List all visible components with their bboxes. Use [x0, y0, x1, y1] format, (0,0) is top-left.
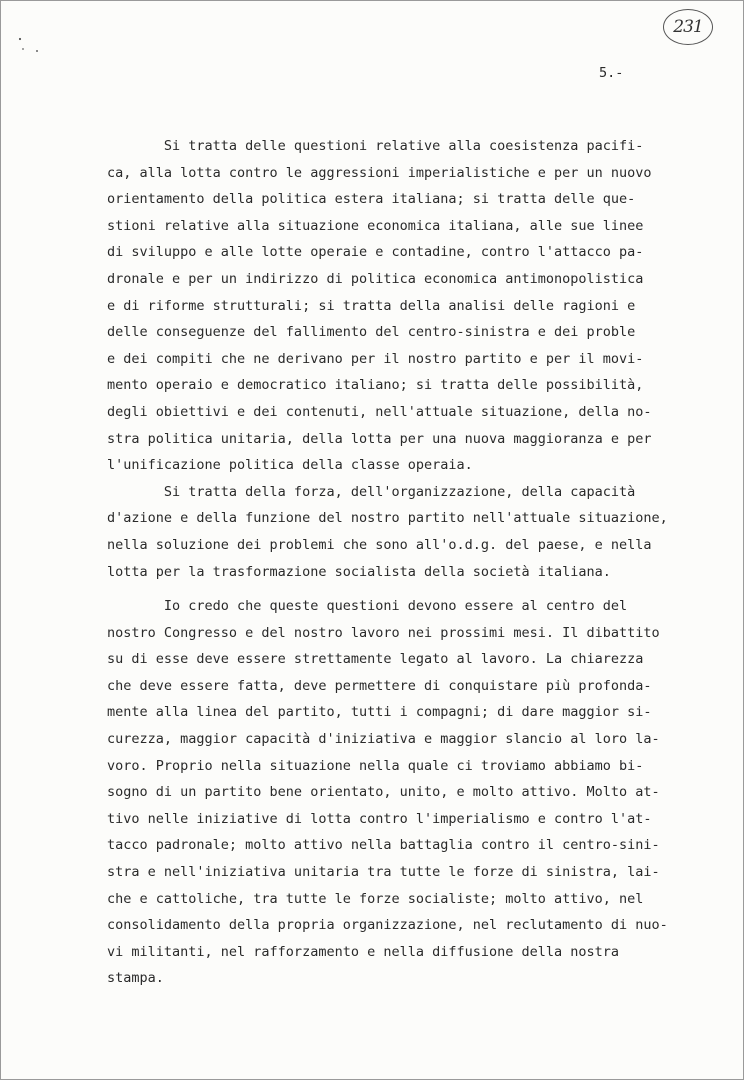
text-line: curezza, maggior capacità d'iniziativa e maggior slancio al loro la- — [107, 731, 660, 748]
text-line: tivo nelle iniziative di lotta contro l'imperialismo e contro l'at- — [107, 810, 652, 827]
text-line: Io credo che queste questioni devono essere al centro del — [107, 598, 628, 615]
text-line: stioni relative alla situazione economica italiana, alle sue linee — [107, 217, 644, 234]
text-line: l'unificazione politica della classe operaia. — [107, 457, 473, 474]
text-line: stampa. — [107, 970, 164, 987]
text-line: orientamento della politica estera italiana; si tratta delle que- — [107, 191, 636, 208]
text-line: su di esse deve essere strettamente legato al lavoro. La chiarezza — [107, 651, 644, 668]
text-line: vi militanti, nel rafforzamento e nella diffusione della nostra — [107, 943, 620, 960]
text-line: che deve essere fatta, deve permettere di conquistare più profonda- — [107, 677, 652, 694]
text-line: nostro Congresso e del nostro lavoro nei prossimi mesi. Il dibattito — [107, 624, 660, 641]
text-line: che e cattoliche, tra tutte le forze socialiste; molto attivo, nel — [107, 890, 644, 907]
text-line: d'azione e della funzione del nostro partito nell'attuale situazione, — [107, 510, 668, 527]
text-line: tacco padronale; molto attivo nella battaglia contro il centro-sini- — [107, 837, 660, 854]
text-line: delle conseguenze del fallimento del centro-sinistra e dei proble — [107, 324, 636, 341]
text-line: nella soluzione dei problemi che sono all'o.d.g. del paese, e nella — [107, 536, 652, 553]
text-line: Si tratta della forza, dell'organizzazione, della capacità — [107, 483, 636, 500]
text-line: stra e nell'iniziativa unitaria tra tutte le forze di sinistra, lai- — [107, 864, 660, 881]
body-text — [107, 133, 707, 992]
text-line: e di riforme strutturali; si tratta della analisi delle ragioni e — [107, 297, 636, 314]
page-number: 5.- — [599, 65, 624, 81]
text-line: e dei compiti che ne derivano per il nostro partito e per il movi- — [107, 350, 644, 367]
stamp-number: 231 — [673, 17, 703, 37]
text-line: stra politica unitaria, della lotta per una nuova maggioranza e per — [107, 430, 652, 447]
text-line: sogno di un partito bene orientato, unito, e molto attivo. Molto at- — [107, 784, 660, 801]
text-line: dronale e per un indirizzo di politica economica antimonopolistica — [107, 270, 644, 287]
text-line: ca, alla lotta contro le aggressioni imperialistiche e per un nuovo — [107, 164, 652, 181]
text-line: Si tratta delle questioni relative alla coesistenza pacifi- — [107, 138, 644, 154]
text-line: consolidamento della propria organizzazione, nel reclutamento di nuo- — [107, 917, 668, 934]
text-line: mente alla linea del partito, tutti i compagni; di dare maggior si- — [107, 704, 652, 721]
archive-stamp — [663, 9, 713, 45]
paper-speck-marks — [15, 37, 45, 61]
text-line: voro. Proprio nella situazione nella quale ci troviamo abbiamo bi- — [107, 757, 644, 774]
text-line: degli obiettivi e dei contenuti, nell'attuale situazione, della no- — [107, 403, 652, 420]
paragraph-gap — [107, 585, 707, 593]
text-line: lotta per la trasformazione socialista della società italiana. — [107, 563, 611, 580]
text-line: di sviluppo e alle lotte operaie e contadine, contro l'attacco pa- — [107, 244, 644, 261]
text-line: mento operaio e democratico italiano; si tratta delle possibilità, — [107, 377, 644, 394]
